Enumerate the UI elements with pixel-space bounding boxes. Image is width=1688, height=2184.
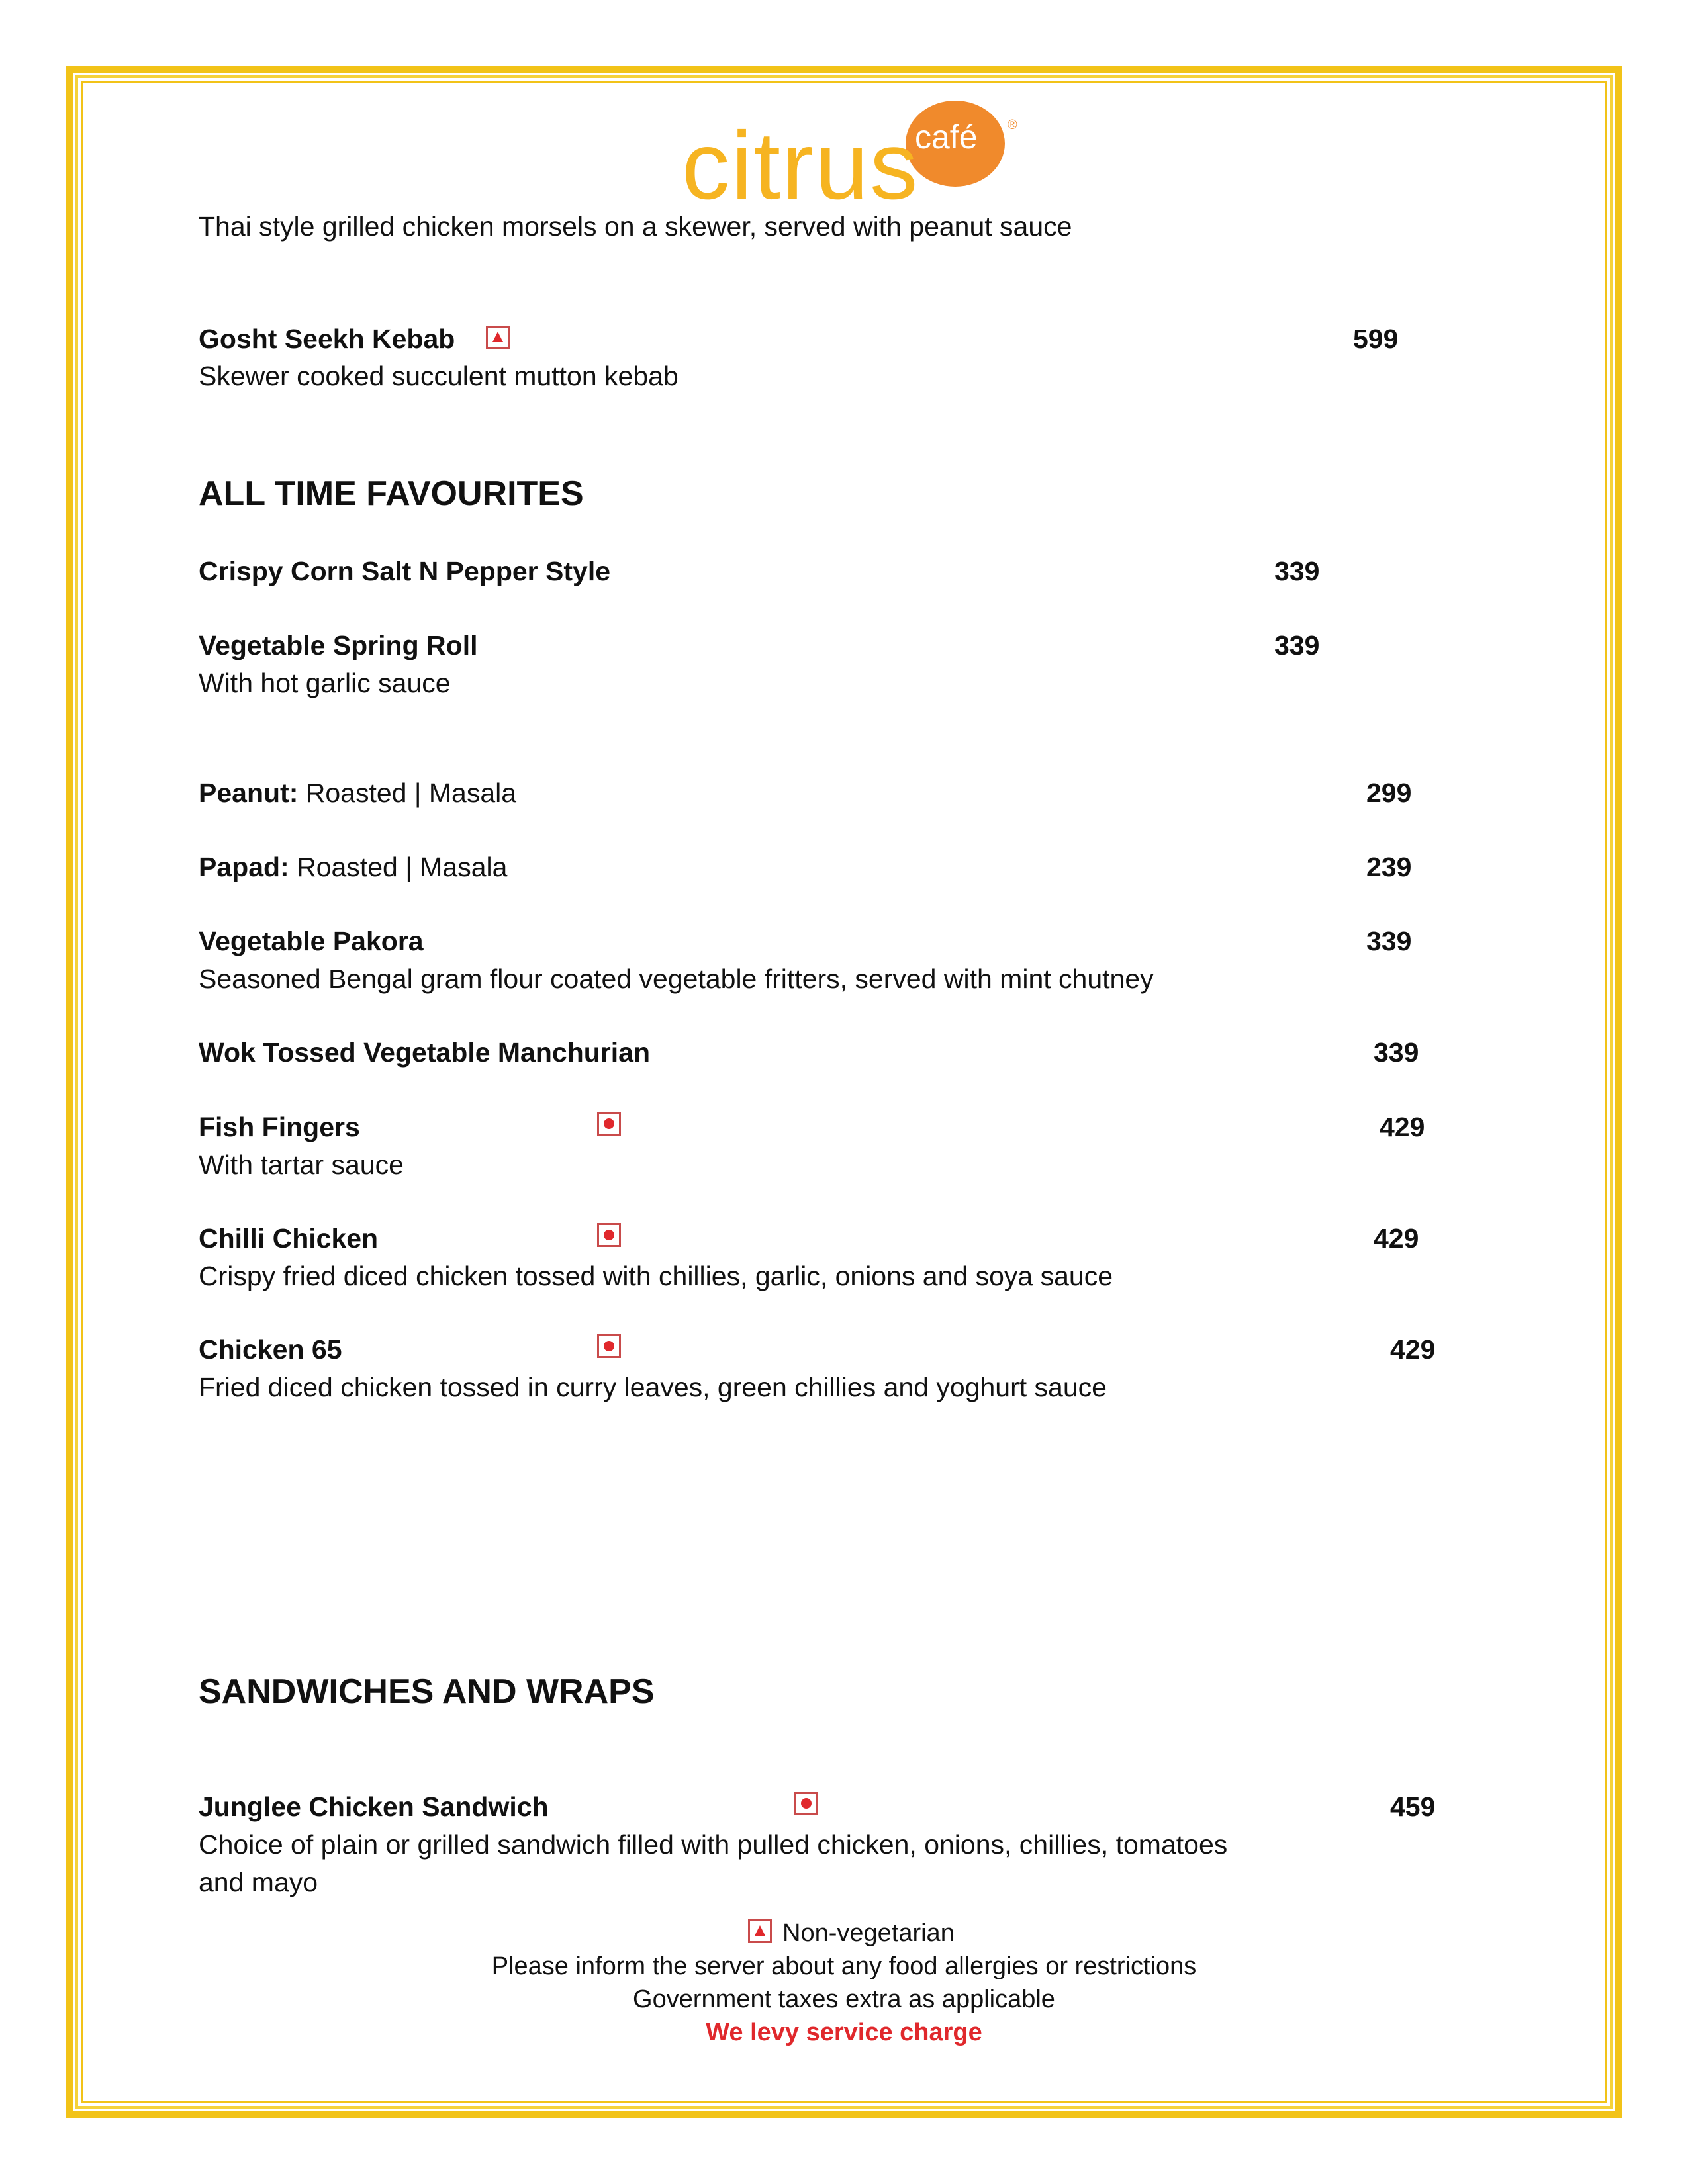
sandwiches-and-wraps-heading: SANDWICHES AND WRAPS bbox=[199, 1672, 655, 1711]
menu-item-description: Crispy fried diced chicken tossed with chillies, garlic, onions and soya sauce bbox=[199, 1261, 1113, 1291]
gosht-seekh-kebab-price: 599 bbox=[1353, 324, 1399, 354]
non-veg-dot-icon bbox=[597, 1334, 621, 1358]
menu-item-peanut bbox=[199, 780, 516, 807]
menu-item-price: 299 bbox=[1366, 778, 1412, 808]
non-veg-triangle-icon bbox=[748, 1919, 772, 1943]
allergy-notice: Please inform the server about any food allergies or restrictions bbox=[491, 1952, 1197, 1980]
gosht-seekh-kebab-name: Gosht Seekh Kebab bbox=[199, 324, 455, 354]
non-veg-legend-label: Non-vegetarian bbox=[782, 1919, 955, 1947]
menu-item-name: Fish Fingers bbox=[199, 1112, 360, 1142]
menu-item-price: 339 bbox=[1274, 630, 1320, 660]
menu-item-price: 339 bbox=[1274, 556, 1320, 586]
menu-item-papad bbox=[199, 854, 507, 881]
menu-item-price: 339 bbox=[1366, 926, 1412, 956]
non-veg-dot-icon bbox=[794, 1792, 818, 1815]
menu-item-price: 339 bbox=[1374, 1037, 1419, 1068]
menu-item-price: 239 bbox=[1366, 852, 1412, 882]
non-veg-dot-icon bbox=[597, 1112, 621, 1136]
menu-item-options: Roasted | Masala bbox=[298, 778, 517, 808]
service-charge-notice: We levy service charge bbox=[706, 2019, 982, 2046]
logo-registered-mark: ® bbox=[1008, 118, 1017, 132]
logo-cafe-text: café bbox=[915, 118, 978, 156]
menu-item-description: Choice of plain or grilled sandwich filled with pulled chicken, onions, chillies, tomatoes bbox=[199, 1829, 1228, 1860]
menu-item-name: Chilli Chicken bbox=[199, 1223, 379, 1253]
menu-item-price: 459 bbox=[1390, 1792, 1436, 1822]
menu-item-name: Wok Tossed Vegetable Manchurian bbox=[199, 1037, 650, 1068]
logo-wordmark: citrus bbox=[682, 112, 919, 219]
tax-notice: Government taxes extra as applicable bbox=[633, 1985, 1055, 2013]
menu-item-name: Vegetable Pakora bbox=[199, 926, 424, 956]
menu-item-options: Roasted | Masala bbox=[289, 852, 508, 882]
menu-item-description: Fried diced chicken tossed in curry leaves, green chillies and yoghurt sauce bbox=[199, 1372, 1107, 1402]
non-veg-triangle-icon bbox=[486, 326, 510, 349]
menu-item-description-continued: and mayo bbox=[199, 1867, 318, 1897]
menu-item-name: Vegetable Spring Roll bbox=[199, 630, 478, 660]
satay-description: Thai style grilled chicken morsels on a skewer, served with peanut sauce bbox=[199, 211, 1072, 242]
menu-item-description: With hot garlic sauce bbox=[199, 668, 451, 698]
menu-item-price: 429 bbox=[1380, 1112, 1425, 1142]
gosht-seekh-kebab-description: Skewer cooked succulent mutton kebab bbox=[199, 361, 679, 391]
menu-item-price: 429 bbox=[1374, 1223, 1419, 1253]
menu-item-name: Crispy Corn Salt N Pepper Style bbox=[199, 556, 611, 586]
citrus-cafe-logo bbox=[682, 98, 1017, 219]
menu-item-price: 429 bbox=[1390, 1334, 1436, 1365]
menu-item-name: Junglee Chicken Sandwich bbox=[199, 1792, 549, 1822]
menu-item-name: Chicken 65 bbox=[199, 1334, 342, 1365]
menu-item-description: With tartar sauce bbox=[199, 1150, 404, 1180]
non-veg-dot-icon bbox=[597, 1223, 621, 1247]
menu-item-name: Peanut: bbox=[199, 778, 299, 808]
menu-item-description: Seasoned Bengal gram flour coated vegetable fritters, served with mint chutney bbox=[199, 964, 1154, 994]
all-time-favourites-heading: ALL TIME FAVOURITES bbox=[199, 475, 584, 513]
menu-item-name: Papad: bbox=[199, 852, 289, 882]
